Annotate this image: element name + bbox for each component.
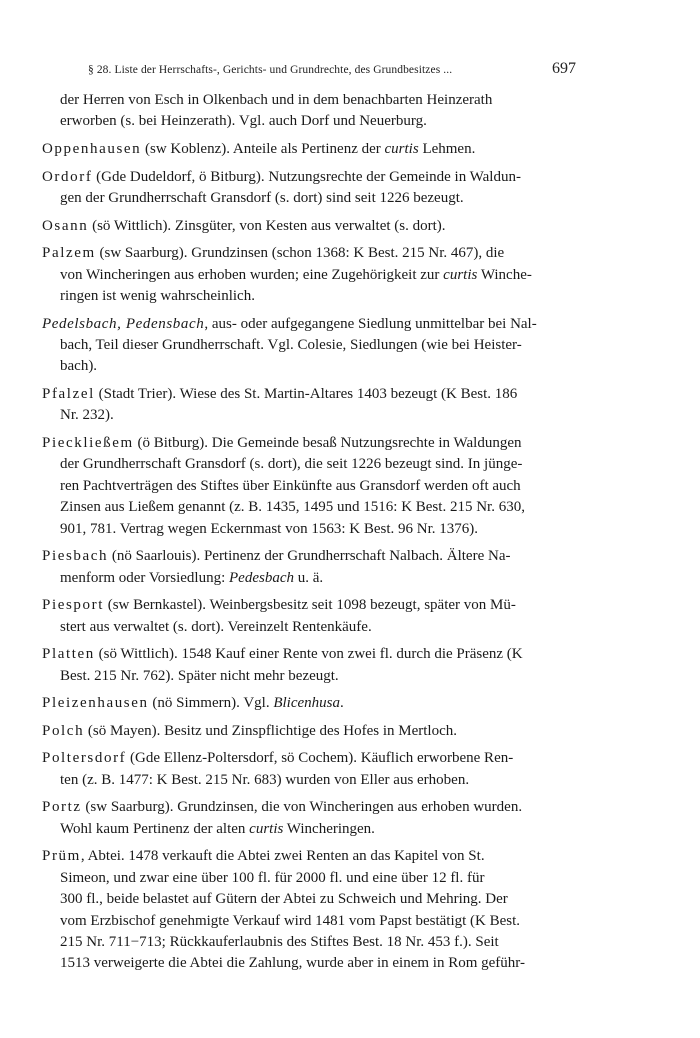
page-number: 697 bbox=[552, 60, 576, 77]
entry-headword: Pfalzel bbox=[42, 386, 95, 402]
running-head: § 28. Liste der Herrschafts-, Gerichts- und Grundrechte, des Grundbesitzes ... bbox=[88, 64, 453, 76]
register-entry-portz: Portz (sw Saarburg). Grundzinsen, die von Wincheringen aus erhoben wurden. Wohl kaum Pertinenz der alten curtis Wincheringen. bbox=[42, 799, 523, 837]
entry-headword: Portz bbox=[42, 799, 82, 816]
entry-headword: Prüm bbox=[42, 848, 81, 865]
register-entry-piesbach: Piesbach (nö Saarlouis). Pertinenz der Grundherrschaft Nalbach. Ältere Na- menform oder Vorsiedlung: Pedesbach u. ä. bbox=[42, 548, 511, 586]
entry-headword: Piesbach bbox=[42, 548, 109, 565]
register-entry-platten: Platten (sö Wittlich). 1548 Kauf einer Rente von zwei fl. durch die Präsenz (K Best. 215 Nr. 762). Später nicht mehr bezeugt. bbox=[42, 646, 523, 684]
register-entry-piecklieszem: Pieckließem (ö Bitburg). Die Gemeinde besaß Nutzungsrechte in Waldungen der Grundherrschaft Gransdorf (s. dort), die seit 1226 bezeugt sind. In jünge- ren Pachtverträgen des Stiftes über Einkünfte aus Gransdorf werden oft auch Zinsen aus Ließem genannt (z. B. 1435, 1495 und 1516: K Best. 215 Nr. 630, 901, 781. Vertrag wegen Eckernmast von 1563: K Best. 96 Nr. 1376). bbox=[42, 435, 525, 537]
entry-headword: Piesport bbox=[42, 597, 104, 614]
entry-headword: Platten bbox=[42, 646, 95, 663]
register-entry-polch: Polch (sö Mayen). Besitz und Zinspflichtige des Hofes in Mertloch. bbox=[42, 722, 458, 739]
register-body bbox=[42, 90, 576, 981]
register-entry-poltersdorf: Poltersdorf (Gde Ellenz-Poltersdorf, sö Cochem). Käuflich erworbene Ren- ten (z. B. 1477: K Best. 215 Nr. 683) wurden von Eller aus erhoben. bbox=[42, 750, 514, 788]
entry-headword: Pieckließem bbox=[42, 435, 134, 451]
register-entry-pleizenhausen: Pleizenhausen (nö Simmern). Vgl. Blicenhusa. bbox=[42, 695, 344, 712]
page-header bbox=[88, 60, 576, 78]
entry-headword: Pedelsbach, Pedensbach bbox=[42, 315, 205, 332]
entry-headword: Palzem bbox=[42, 245, 96, 262]
register-entry-continuation: der Herren von Esch in Olkenbach und in dem benachbarten Heinzerath erworben (s. bei Heinzerath). Vgl. auch Dorf und Neuerburg. bbox=[60, 92, 493, 130]
register-entry-osann: Osann (sö Wittlich). Zinsgüter, von Kesten aus verwaltet (s. dort). bbox=[42, 217, 446, 234]
entry-headword: Polch bbox=[42, 722, 85, 739]
entry-headword: Poltersdorf bbox=[42, 750, 127, 767]
register-entry-piesport: Piesport (sw Bernkastel). Weinbergsbesitz seit 1098 bezeugt, später von Mü- stert aus verwaltet (s. dort). Vereinzelt Rentenkäufe. bbox=[42, 597, 516, 635]
register-entry-oppenhausen: Oppenhausen (sw Koblenz). Anteile als Pertinenz der curtis Lehmen. bbox=[42, 141, 476, 157]
register-entry-pfalzel: Pfalzel (Stadt Trier). Wiese des St. Martin-Altares 1403 bezeugt (K Best. 186 Nr. 232). bbox=[42, 386, 518, 424]
entry-headword: Osann bbox=[42, 217, 89, 234]
register-entry-palzem: Palzem (sw Saarburg). Grundzinsen (schon 1368: K Best. 215 Nr. 467), die von Wincheringen aus erhoben wurden; eine Zugehörigkeit zur curtis Winche- ringen ist wenig wahrscheinlich. bbox=[42, 245, 532, 304]
entry-headword: Pleizenhausen bbox=[42, 695, 149, 712]
register-entry-pedelsbach: Pedelsbach, Pedensbach, aus- oder aufgegangene Siedlung unmittelbar bei Nal- bach, Teil dieser Grundherrschaft. Vgl. Colesie, Siedlungen (wie bei Heister- bach). bbox=[42, 315, 537, 375]
register-entry-pruem: Prüm, Abtei. 1478 verkauft die Abtei zwei Renten an das Kapitel von St. Simeon, und zwar eine über 100 fl. für 2000 fl. und eine über 12 fl. für 300 fl., beide belastet auf Gütern der Abtei zu Schweich und Mehring. Der vom Erzbischof genehmigte Verkauf wird 1481 vom Papst bestätigt (K Best. 215 Nr. 711−713; Rückkauferlaubnis des Stiftes Best. 18 Nr. 453 f.). Seit 1513 verweigerte die Abtei die Zahlung, wurde aber in einem in Rom geführ- bbox=[42, 848, 525, 972]
entry-headword: Ordorf bbox=[42, 168, 93, 185]
entry-headword: Oppenhausen bbox=[42, 141, 142, 157]
register-entry-ordorf: Ordorf (Gde Dudeldorf, ö Bitburg). Nutzungsrechte der Gemeinde in Waldun- gen der Grundherrschaft Gransdorf (s. dort) sind seit 1226 bezeugt. bbox=[42, 168, 521, 206]
